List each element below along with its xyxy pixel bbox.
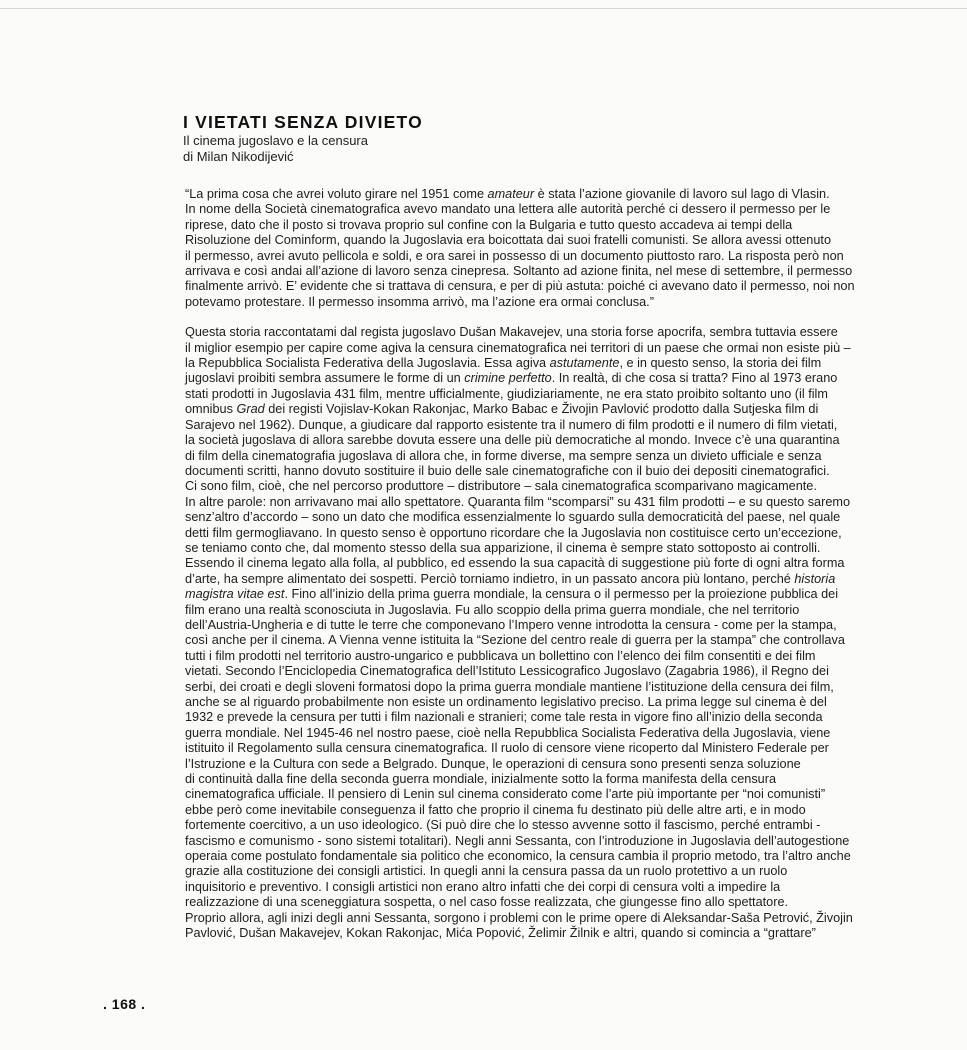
text-line: la società jugoslava di allora sarebbe dovuta essere una delle più democratiche al mondo. Invece c’è una quarantina (185, 433, 840, 448)
article-body (185, 187, 897, 942)
text-line: In altre parole: non arrivavano mai allo spettatore. Quaranta film “scomparsi” su 431 film prodotti – e su questo saremo (185, 494, 851, 509)
text-line: guerra mondiale. Nel 1945-46 nel nostro paese, cioè nella Repubblica Socialista Federativa della Jugoslavia, viene (185, 725, 831, 740)
text-line: il miglior esempio per capire come agiva la censura cinematografica nei territori di un paese che ormai non esiste più – (185, 340, 851, 355)
article-header (183, 111, 903, 165)
text-line: detti film germogliavano. In questo senso è opportuno ricordare che la Jugoslavia non costituisce certo un’eccezione, (185, 525, 842, 540)
text-line: serbi, dei croati e degli sloveni formatosi dopo la prima guerra mondiale mantiene l’istituzione della censura dei film, (185, 679, 834, 694)
text-line: fortemente coercitivo, a un uso ideologico. (Si può dire che lo stesso avvenne sotto il fascismo, perché entrambi - (185, 818, 821, 833)
top-rule (0, 8, 967, 9)
text-line: di continuità dalla fine della seconda guerra mondiale, inizialmente sotto la forma manifesta della censura (185, 772, 777, 787)
text-line: magistra vitae est. Fino all’inizio della prima guerra mondiale, la censura o il permesso per la proiezione pubblica dei (185, 587, 839, 602)
text-line: finalmente arrivò. E’ evidente che si trattava di censura, e per di più astuta: poiché ci avevano dato il permesso, noi non (185, 279, 855, 294)
text-line: 1932 e prevede la censura per tutti i film nazionali e stranieri; come tale resta in vigore fino all’inizio della seconda (185, 710, 823, 725)
text-line: tutti i film prodotti nel territorio austro-ungarico e pubblicava un bollettino con l’elenco dei film consentiti e dei film (185, 648, 816, 663)
text-line: Sarajevo nel 1962). Dunque, a giudicare dal rapporto esistente tra il numero di film prodotti e il numero di film vietati, (185, 417, 838, 432)
page-number: . 168 . (103, 996, 146, 1012)
text-line: se teniamo conto che, dal momento stesso della sua apparizione, il cinema è sempre stato sottoposto ai controlli. (185, 540, 821, 555)
text-line: arrivava e così andai all’azione di lavoro senza cinepresa. Soltanto ad azione finita, nel mese di settembre, il permesso (185, 264, 853, 279)
paragraph-gap (185, 310, 897, 325)
text-line: così anche per il cinema. A Vienna venne istituita la “Sezione del centro reale di guerra per la stampa” che controllava (185, 633, 845, 648)
text-line: Questa storia raccontatami dal regista jugoslavo Dušan Makavejev, una storia forse apocrifa, sembra tuttavia essere (185, 325, 838, 340)
text-line: anche se al riguardo probabilmente non esiste un ordinamento legislativo preciso. La prima legge sul cinema è del (185, 695, 827, 709)
text-line: Pavlović, Dušan Makavejev, Kokan Rakonjac, Mića Popović, Želimir Žilnik e altri, quando si comincia a “grattare” (185, 926, 816, 941)
text-line: Proprio allora, agli inizi degli anni Sessanta, sorgono i problemi con le prime opere di Aleksandar-Saša Petrović, Živojin (185, 910, 853, 925)
text-line: documenti scritti, hanno dovuto sostituire il buio delle sale cinematografiche con il buio dei depositi cinematografici. (185, 463, 830, 478)
text-line: senz’altro d’accordo – sono un dato che modifica essenzialmente lo sguardo sulla democraticità del paese, nel quale (185, 510, 841, 525)
text-line: fascismo e comunismo - sono sistemi totalitari). Negli anni Sessanta, con l’introduzione in Jugoslavia dell’autogestione (185, 833, 850, 848)
text-line: “La prima cosa che avrei voluto girare nel 1951 come amateur è stata l’azione giovanile di lavoro sul lago di Vlasin. (185, 187, 830, 201)
text-line: d’arte, ha sempre alimentato dei sospetti. Perciò torniamo indietro, in un passato ancora più lontano, perché historia (185, 571, 836, 586)
text-line: istituito il Regolamento sulla censura cinematografica. Il ruolo di censore viene ricoperto dal Ministero Federale per (185, 741, 829, 756)
text-line: Ci sono film, cioè, che nel percorso produttore – distributore – sala cinematografica scomparivano magicamente. (185, 479, 817, 494)
article-subtitle: Il cinema jugoslavo e la censura (183, 133, 368, 148)
text-line: inquisitorio e preventivo. I consigli artistici non erano altro infatti che dei corpi di censura volti a impedire la (185, 879, 781, 894)
text-line: grazie alla costituzione dei consigli artistici. In quegli anni la censura passa da un ruolo protettivo a un ruolo (185, 864, 788, 879)
text-line: il permesso, avrei avuto pellicola e soldi, e ora sarei in possesso di un documento piuttosto raro. La risposta però non (185, 248, 844, 263)
text-line: film erano una realtà sconosciuta in Jugoslavia. Fu allo scoppio della prima guerra mondiale, che nel territorio (185, 602, 800, 617)
text-line: operaia come postulato fondamentale sia politico che economico, la censura cambia il proprio metodo, tra l’altro anche (185, 849, 851, 864)
text-line: realizzazione di una sceneggiatura sospetta, o nel caso fosse realizzata, che giungesse fino allo spettatore. (185, 895, 789, 910)
article-author: di Milan Nikodijević (183, 149, 294, 164)
text-line: vietati. Secondo l’Enciclopedia Cinematografica dell’Istituto Lessicografico Jugoslavo (Zagabria 1986), il Regno dei (185, 664, 829, 679)
text-line: stati prodotti in Jugoslavia 431 film, mentre ufficialmente, giudiziariamente, ne era stato proibito soltanto uno (il film (185, 386, 828, 401)
text-line: omnibus Grad dei registi Vojislav-Kokan Rakonjac, Marko Babac e Živojin Pavlović prodotto dalla Sutjeska film di (185, 402, 819, 417)
text-line: potevamo protestare. Il permesso insomma arrivò, ma l’azione era ormai conclusa.” (185, 294, 654, 309)
text-line: jugoslavi proibiti sembra assumere le forme di un crimine perfetto. In realtà, di che cosa si tratta? Fino al 1973 erano (185, 371, 838, 386)
text-line: In nome della Società cinematografica avevo mandato una lettera alle autorità perché ci dessero il permesso per le (185, 202, 831, 217)
text-line: l’Istruzione e la Cultura con sede a Belgrado. Dunque, le operazioni di censura sono presenti senza soluzione (185, 756, 801, 771)
article-title: I VIETATI SENZA DIVIETO (183, 112, 423, 132)
text-line: Risoluzione del Cominform, quando la Jugoslavia era boicottata dai suoi fratelli comunisti. Se allora avessi ottenuto (185, 233, 832, 248)
text-line: Essendo il cinema legato alla folla, al pubblico, ed essendo la sua capacità di suggestione più forte di ogni altra forma (185, 556, 845, 571)
paragraph (185, 187, 897, 310)
text-line: riprese, dato che il posto si trovava proprio sul confine con la Bulgaria e tutto questo accadeva ai tempi della (185, 217, 793, 232)
text-line: la Repubblica Socialista Federativa della Jugoslavia. Essa agiva astutamente, e in questo senso, la storia dei film (185, 356, 822, 371)
text-line: di film della cinematografia jugoslava di allora che, in forme diverse, ma sempre senza un divieto ufficiale e senza (185, 448, 822, 463)
text-line: ebbe però come inevitabile conseguenza il fatto che proprio il cinema fu destinato più delle altre arti, e in modo (185, 802, 806, 817)
text-line: cinematografica ufficiale. Il pensiero di Lenin sul cinema considerato come l’arte più importante per “noi comunisti” (185, 787, 826, 802)
paragraph (185, 325, 897, 941)
text-line: dell’Austria-Ungheria e di tutte le terre che componevano l’Impero venne introdotta la censura - come per la stampa, (185, 617, 837, 632)
